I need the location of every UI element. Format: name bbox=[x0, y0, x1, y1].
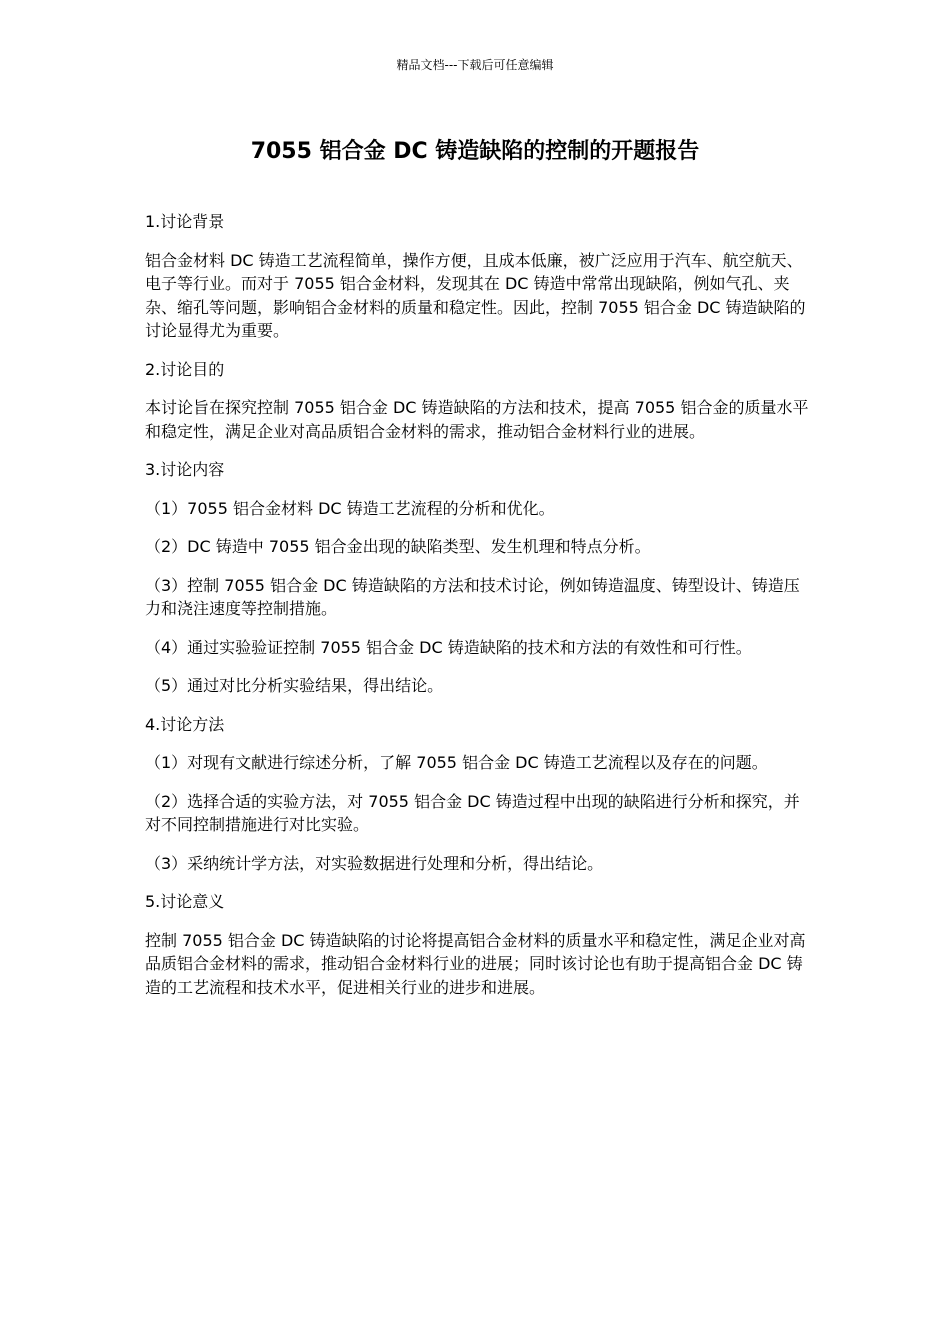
content-item-1: （1）7055 铝合金材料 DC 铸造工艺流程的分析和优化。 bbox=[145, 498, 555, 518]
content-item-3: （3）控制 7055 铝合金 DC 铸造缺陷的方法和技术讨论，例如铸造温度、铸型设计、铸造压力和浇注速度等控制措施。 bbox=[145, 575, 800, 618]
content-item-5: （5）通过对比分析实验结果，得出结论。 bbox=[145, 676, 444, 695]
document-title: 7055 铝合金 DC 铸造缺陷的控制的开题报告 bbox=[250, 139, 700, 164]
content-item-2: （2）DC 铸造中 7055 铝合金出现的缺陷类型、发生机理和特点分析。 bbox=[145, 537, 651, 556]
content-item-4: （4）通过实验验证控制 7055 铝合金 DC 铸造缺陷的技术和方法的有效性和可行性。 bbox=[145, 637, 752, 657]
section-heading-content: 3.讨论内容 bbox=[145, 460, 225, 479]
method-item-3: （3）采纳统计学方法，对实验数据进行处理和分析，得出结论。 bbox=[145, 853, 604, 873]
method-item-2: （2）选择合适的实验方法，对 7055 铝合金 DC 铸造过程中出现的缺陷进行分析和探究，并对不同控制措施进行对比实验。 bbox=[145, 791, 800, 834]
header-note: 精品文档---下载后可任意编辑 bbox=[396, 58, 554, 72]
section-body-background: 铝合金材料 DC 铸造工艺流程简单，操作方便，且成本低廉，被广泛应用于汽车、航空航天、电子等行业。而对于 7055 铝合金材料，发现其在 DC 铸造中常常出现缺陷，例如气孔、夹杂、缩孔等问题，影响铝合金材料的质量和稳定性。因此，控制 7055 铝合金 DC 铸造缺陷的讨论显得尤为重要。 bbox=[145, 250, 806, 340]
section-body-purpose: 本讨论旨在探究控制 7055 铝合金 DC 铸造缺陷的方法和技术，提高 7055 铝合金的质量水平和稳定性，满足企业对高品质铝合金材料的需求，推动铝合金材料行业的进展。 bbox=[145, 398, 809, 441]
section-heading-purpose: 2.讨论目的 bbox=[145, 359, 225, 379]
method-item-1: （1）对现有文献进行综述分析，了解 7055 铝合金 DC 铸造工艺流程以及存在的问题。 bbox=[145, 753, 768, 772]
section-heading-significance: 5.讨论意义 bbox=[145, 892, 225, 911]
section-body-significance: 控制 7055 铝合金 DC 铸造缺陷的讨论将提高铝合金材料的质量水平和稳定性，满足企业对高品质铝合金材料的需求，推动铝合金材料行业的进展；同时该讨论也有助于提高铝合金 DC 铸造的工艺流程和技术水平，促进相关行业的进步和进展。 bbox=[145, 930, 806, 997]
document-body bbox=[145, 210, 815, 1014]
section-heading-method: 4.讨论方法 bbox=[145, 714, 225, 734]
section-heading-background: 1.讨论背景 bbox=[145, 212, 225, 231]
